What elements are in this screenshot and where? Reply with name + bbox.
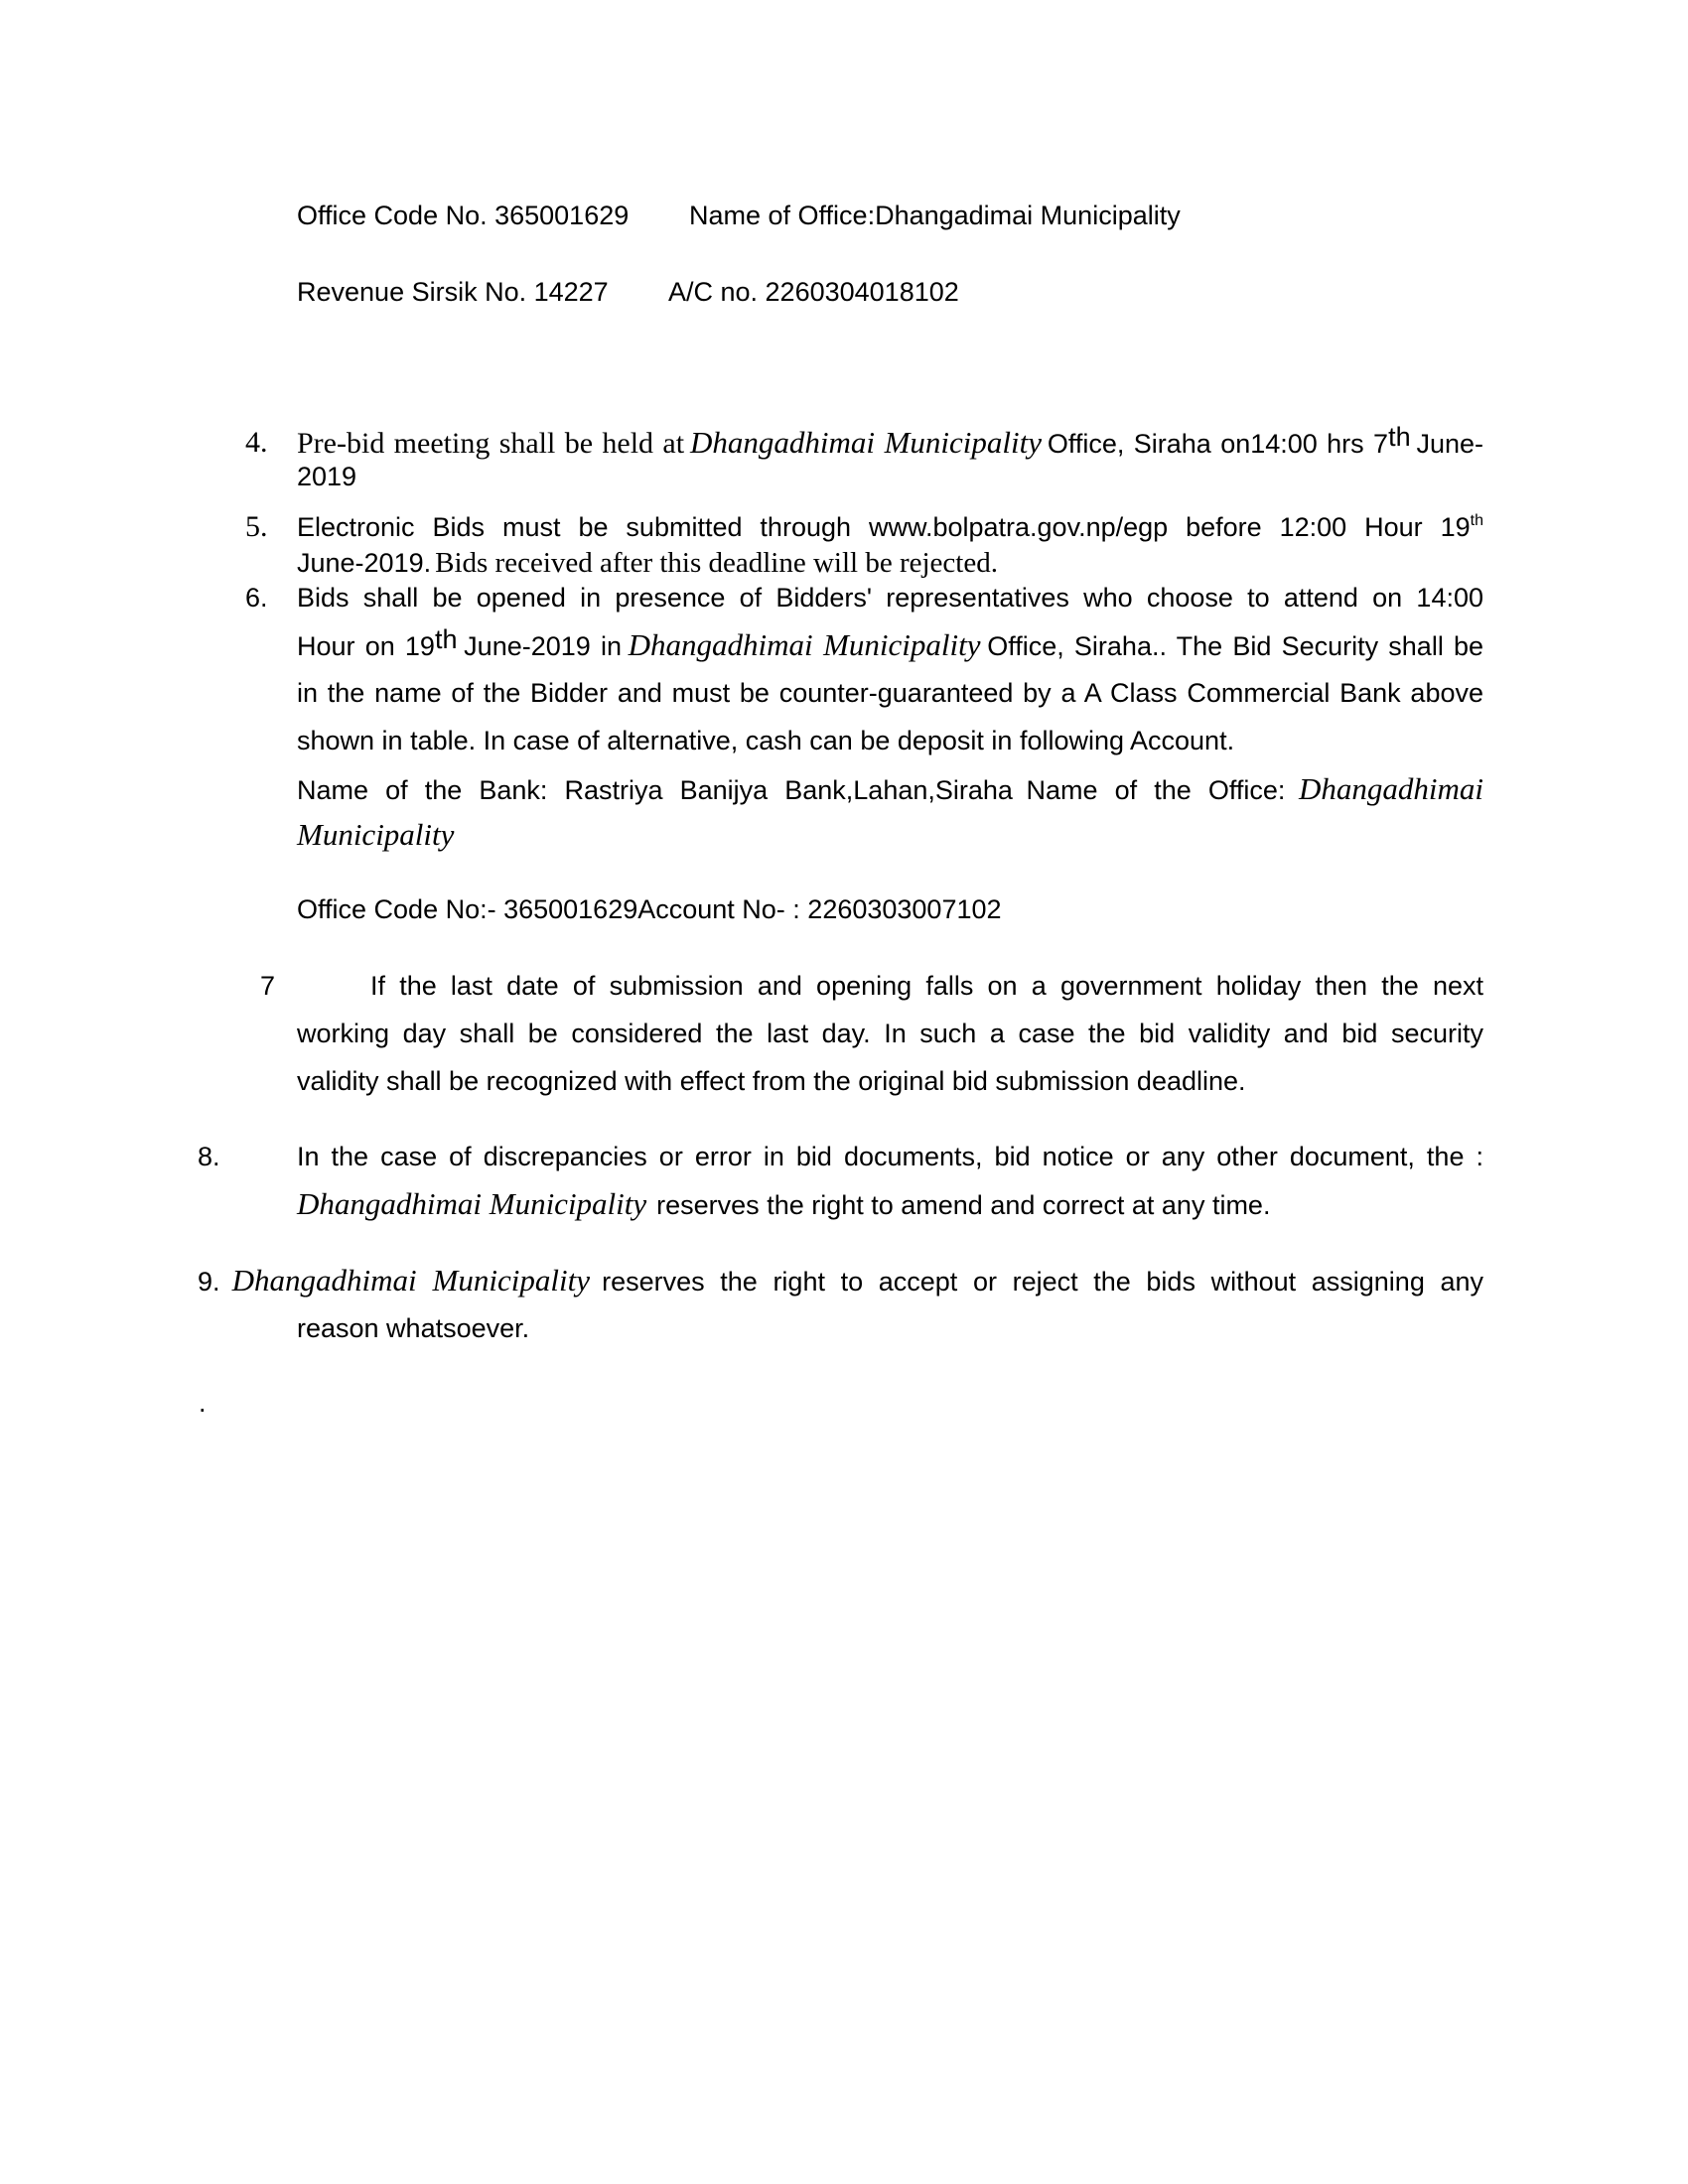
municipality-name: Dhangadhimai Municipality <box>689 425 1042 460</box>
item-6-office-value: Municipality <box>297 817 455 852</box>
item-7-line-3: validity shall be recognized with effect from the original bid submission deadline. <box>297 1066 1246 1096</box>
item-6-line-2: Hour on 19th June-2019 in Dhangadhimai Municipality Office, Siraha.. The Bid Security shall be <box>297 624 1484 662</box>
item-9-line-1: 9. Dhangadhimai Municipality reserves the right to accept or reject the bids without assigning any <box>198 1263 1484 1297</box>
trailing-dot: . <box>199 1388 207 1418</box>
item-6-line-4: shown in table. In case of alternative, cash can be deposit in following Account. <box>297 726 1235 755</box>
item-6-number: 6. <box>245 583 268 613</box>
item-6-line-3: in the name of the Bidder and must be counter-guaranteed by a A Class Commercial Bank above <box>297 678 1483 708</box>
item-7-line-2: working day shall be considered the last day. In such a case the bid validity and bid security <box>297 1019 1483 1048</box>
account-number: A/C no. 2260304018102 <box>668 277 959 307</box>
item-8-line-1: In the case of discrepancies or error in bid documents, bid notice or any other document, the : <box>297 1142 1483 1171</box>
item-8-line-2: Dhangadhimai Municipality reserves the right to amend and correct at any time. <box>297 1186 1271 1221</box>
item-5-number: 5. <box>245 510 268 543</box>
item-5-line-1: Electronic Bids must be submitted through www.bolpatra.gov.np/egp before 12:00 Hour 19th <box>297 512 1483 542</box>
item-9-number: 9. <box>198 1267 220 1297</box>
item-8-number: 8. <box>198 1142 220 1171</box>
office-name: Name of Office:Dhangadimai Municipality <box>689 201 1181 230</box>
municipality-name: Dhangadhimai Municipality <box>231 1263 590 1297</box>
item-7-line-1: If the last date of submission and opening falls on a government holiday then the next <box>370 971 1483 1001</box>
item-7-number: 7 <box>260 971 276 1001</box>
item-5-line-2: June-2019. Bids received after this deadline will be rejected. <box>297 547 998 579</box>
municipality-name: Dhangadhimai Municipality <box>297 1186 647 1221</box>
item-4-number: 4. <box>245 426 268 459</box>
item-6-bank-line: Name of the Bank: Rastriya Banijya Bank,Lahan,Siraha Name of the Office: Dhangadhimai <box>297 771 1483 806</box>
office-code: Office Code No. 365001629 <box>297 201 630 230</box>
revenue-sirsik: Revenue Sirsik No. 14227 <box>297 277 609 307</box>
item-4-line-2: 2019 <box>297 462 357 491</box>
item-6-line-1: Bids shall be opened in presence of Bidders' representatives who choose to attend on 14:00 <box>297 583 1483 613</box>
item-4-line-1: Pre-bid meeting shall be held at Dhangadhimai Municipality Office, Siraha on14:00 hrs 7th June- <box>297 422 1484 460</box>
item-9-line-2: reason whatsoever. <box>297 1313 530 1343</box>
item-6-office-code-line: Office Code No:- 365001629Account No- : 2260303007102 <box>297 894 1002 924</box>
municipality-name: Dhangadhimai Municipality <box>628 627 981 662</box>
